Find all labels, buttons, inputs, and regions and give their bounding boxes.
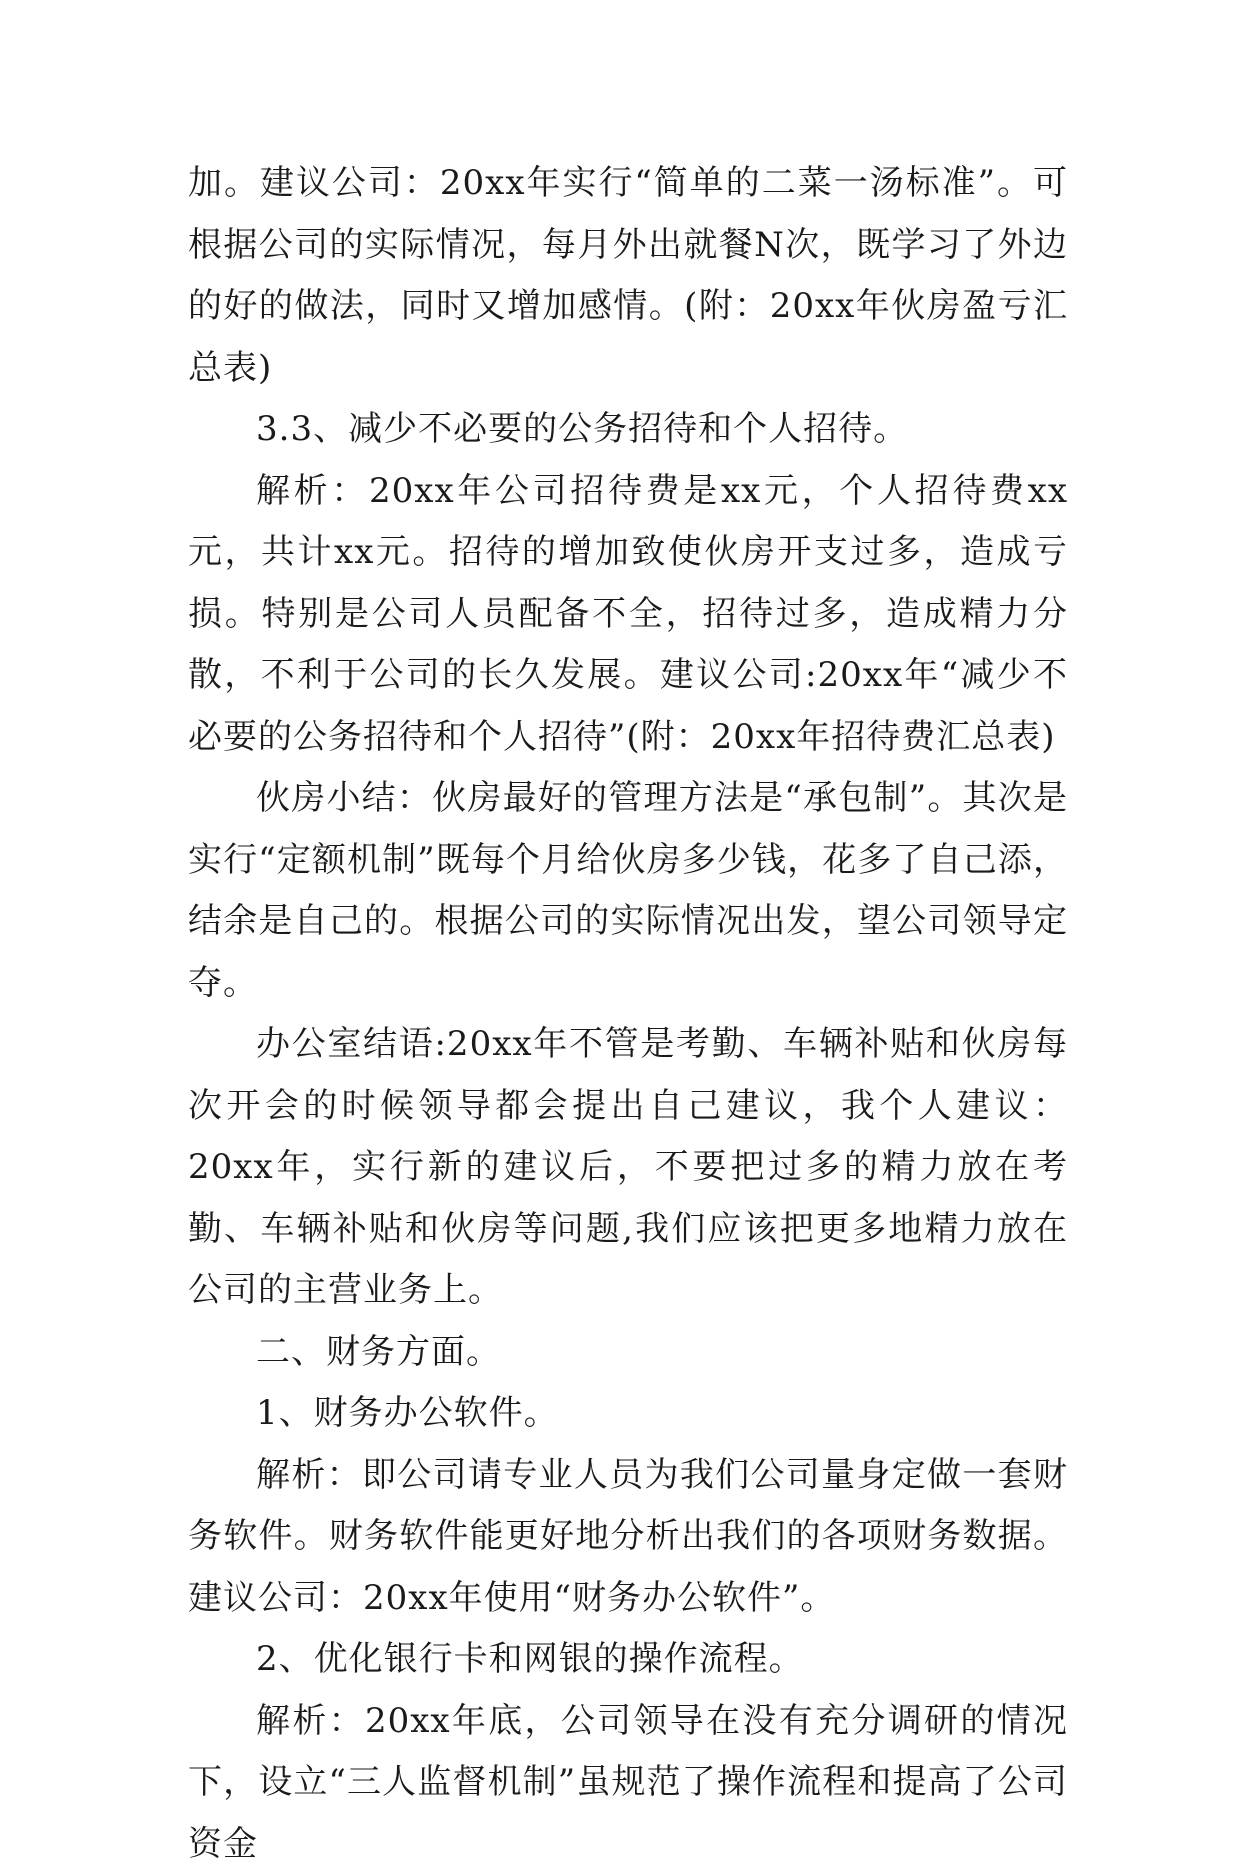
paragraph-analysis-software: 解析：即公司请专业人员为我们公司量身定做一套财务软件。财务软件能更好地分析出我们的各项财务数据。建议公司：20xx年使用“财务办公软件”。 (188, 1445, 1068, 1630)
paragraph-kitchen-summary: 伙房小结：伙房最好的管理方法是“承包制”。其次是实行“定额机制”既每个月给伙房多少钱，花多了自己添，结余是自己的。根据公司的实际情况出发，望公司领导定夺。 (188, 768, 1068, 1014)
document-body (188, 153, 1068, 1875)
paragraph-heading-3-3: 3.3、减少不必要的公务招待和个人招待。 (188, 399, 1068, 461)
paragraph-heading-1: 1、财务办公软件。 (188, 1383, 1068, 1445)
paragraph-heading-2: 2、优化银行卡和网银的操作流程。 (188, 1629, 1068, 1691)
paragraph-office-conclusion: 办公室结语:20xx年不管是考勤、车辆补贴和伙房每次开会的时候领导都会提出自己建议，我个人建议：20xx年，实行新的建议后，不要把过多的精力放在考勤、车辆补贴和伙房等问题,我们应该把更多地精力放在公司的主营业务上。 (188, 1014, 1068, 1322)
paragraph-analysis-reception: 解析：20xx年公司招待费是xx元，个人招待费xx元，共计xx元。招待的增加致使伙房开支过多，造成亏损。特别是公司人员配备不全，招待过多，造成精力分散，不利于公司的长久发展。建议公司:20xx年“减少不必要的公务招待和个人招待”(附：20xx年招待费汇总表) (188, 461, 1068, 769)
paragraph-continuation: 加。建议公司：20xx年实行“简单的二菜一汤标准”。可根据公司的实际情况，每月外出就餐N次，既学习了外边的好的做法，同时又增加感情。(附：20xx年伙房盈亏汇总表) (188, 153, 1068, 399)
paragraph-analysis-banking: 解析：20xx年底，公司领导在没有充分调研的情况下，设立“三人监督机制”虽规范了操作流程和提高了公司资金 (188, 1691, 1068, 1875)
paragraph-section-finance: 二、财务方面。 (188, 1322, 1068, 1384)
